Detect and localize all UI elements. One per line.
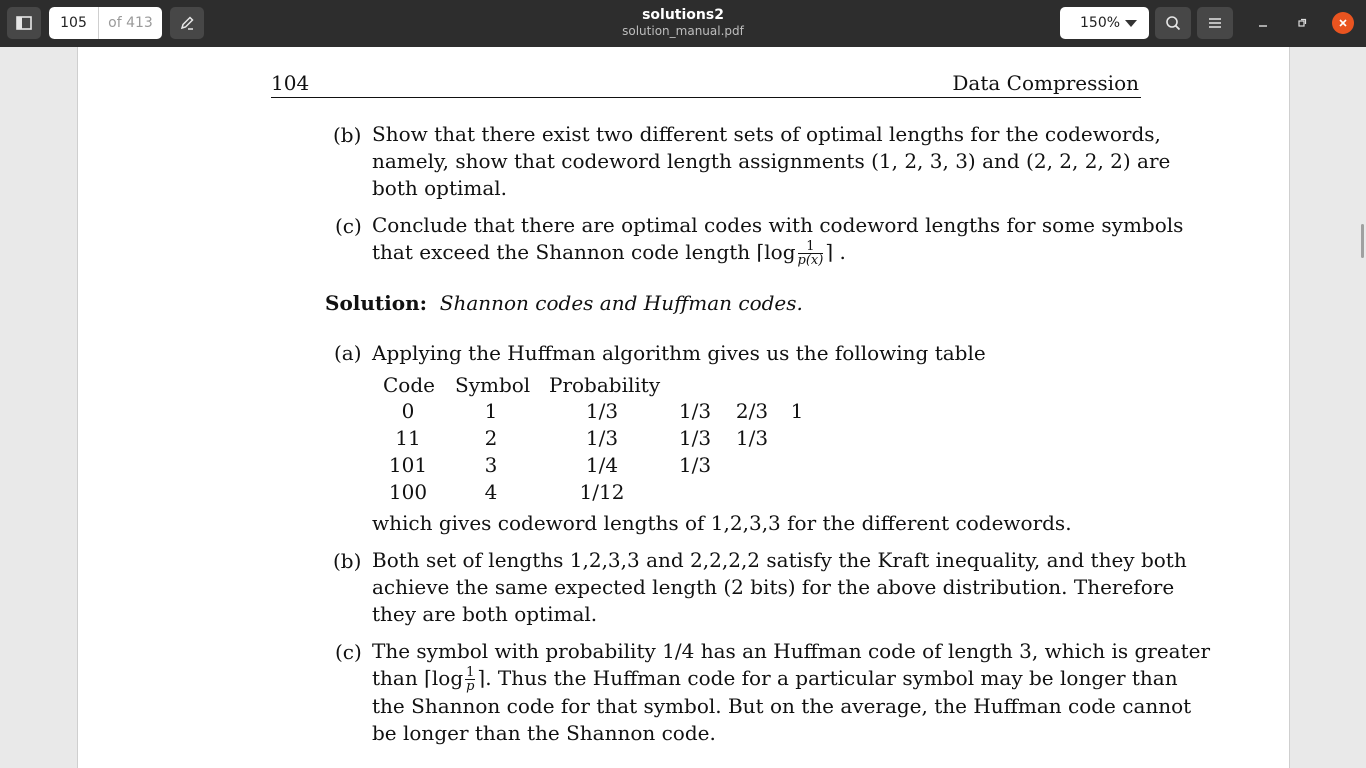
text-fragment: ⌉ . xyxy=(825,240,846,264)
text-line: they are both optimal. xyxy=(372,602,598,626)
problem-c-label: (c) xyxy=(335,214,362,238)
zoom-select[interactable] xyxy=(1060,7,1149,39)
header-rule xyxy=(271,97,1141,98)
table-header: Code xyxy=(383,373,435,397)
problem-c-text xyxy=(372,212,1184,268)
text-line: Conclude that there are optimal codes with codeword lengths for some symbols xyxy=(372,213,1184,237)
solution-c-text xyxy=(372,638,1211,747)
table-cell: 100 xyxy=(388,480,428,504)
table-header: Symbol xyxy=(455,373,531,397)
document-title: solutions2 xyxy=(642,7,724,23)
zoom-value: 150% xyxy=(1080,15,1121,31)
problem-b-label: (b) xyxy=(333,123,362,147)
text-line: achieve the same expected length (2 bits) for the above distribution. Therefore xyxy=(372,575,1175,599)
annotate-button[interactable] xyxy=(170,7,204,39)
close-button[interactable] xyxy=(1332,12,1354,34)
table-cell: 11 xyxy=(395,426,421,450)
minimize-button[interactable] xyxy=(1252,12,1274,34)
table-cell: 101 xyxy=(388,453,428,477)
text-fragment: ⌉. Thus the Huffman code for a particular symbol may be longer than xyxy=(477,666,1178,690)
solution-a-outro: which gives codeword lengths of 1,2,3,3 for the different codewords. xyxy=(372,511,1072,535)
table-cell: 3 xyxy=(484,453,498,477)
solution-c-label: (c) xyxy=(335,640,362,664)
chevron-down-icon xyxy=(1125,20,1137,27)
text-line xyxy=(372,665,1178,694)
problem-b-text xyxy=(372,121,1171,202)
text-fragment: that exceed the Shannon code length ⌈log xyxy=(372,240,796,264)
maximize-icon xyxy=(1297,18,1307,28)
text-line: namely, show that codeword length assignments (1, 2, 3, 3) and (2, 2, 2, 2) are xyxy=(372,149,1171,173)
running-chapter-title: Data Compression xyxy=(952,71,1139,95)
hamburger-menu-icon xyxy=(1208,17,1222,29)
search-icon xyxy=(1165,15,1181,31)
window-title xyxy=(533,7,833,39)
table-cell: 1 xyxy=(790,399,804,423)
search-button[interactable] xyxy=(1155,7,1191,39)
close-icon xyxy=(1338,18,1348,28)
pdf-page xyxy=(77,47,1290,768)
text-line: the Shannon code for that symbol. But on the average, the Huffman code cannot xyxy=(372,694,1192,718)
table-cell: 1/3 xyxy=(735,426,769,450)
text-fragment: than ⌈log xyxy=(372,666,464,690)
header-bar xyxy=(0,0,1366,47)
solution-a-intro: Applying the Huffman algorithm gives us the following table xyxy=(372,341,986,365)
text-line: Both set of lengths 1,2,3,3 and 2,2,2,2 satisfy the Kraft inequality, and they both xyxy=(372,548,1187,572)
table-cell: 2/3 xyxy=(735,399,769,423)
solution-b-label: (b) xyxy=(333,549,362,573)
text-line: both optimal. xyxy=(372,176,508,200)
table-cell: 1/3 xyxy=(585,399,619,423)
text-line xyxy=(372,239,1141,267)
table-cell: 2 xyxy=(484,426,498,450)
fraction xyxy=(465,666,475,693)
solution-a-label: (a) xyxy=(334,341,362,365)
table-cell: 1 xyxy=(484,399,498,423)
text-line: Show that there exist two different sets of optimal lengths for the codewords, xyxy=(372,122,1161,146)
table-header: Probability xyxy=(549,373,661,397)
sidebar-toggle-button[interactable] xyxy=(7,7,41,39)
table-cell: 1/3 xyxy=(678,453,712,477)
fraction-denominator: p xyxy=(466,679,475,694)
page-total-label: of 413 xyxy=(98,7,162,39)
document-filename: solution_manual.pdf xyxy=(622,24,744,38)
table-cell: 1/3 xyxy=(585,426,619,450)
page-number-input[interactable] xyxy=(49,7,98,39)
fraction-numerator: 1 xyxy=(798,240,824,254)
table-cell: 1/3 xyxy=(678,426,712,450)
table-cell: 1/3 xyxy=(678,399,712,423)
document-viewport[interactable] xyxy=(0,47,1366,768)
solution-b-text xyxy=(372,547,1187,628)
sidebar-toggle-icon xyxy=(16,16,32,30)
table-cell: 1/12 xyxy=(579,480,625,504)
table-cell: 4 xyxy=(484,480,498,504)
text-line: be longer than the Shannon code. xyxy=(372,721,716,745)
main-menu-button[interactable] xyxy=(1197,7,1233,39)
fraction-numerator: 1 xyxy=(466,665,475,680)
solution-heading xyxy=(325,291,803,315)
text-line: The symbol with probability 1/4 has an Huffman code of length 3, which is greater xyxy=(372,639,1211,663)
running-page-number: 104 xyxy=(271,71,310,95)
solution-subtitle: Shannon codes and Huffman codes. xyxy=(439,291,803,315)
solution-label: Solution: xyxy=(325,291,428,315)
maximize-button[interactable] xyxy=(1291,12,1313,34)
vertical-scrollbar[interactable] xyxy=(1361,224,1364,258)
fraction xyxy=(798,240,824,267)
pencil-icon xyxy=(179,15,195,31)
minimize-icon xyxy=(1258,18,1268,28)
page-navigator xyxy=(49,7,162,39)
table-cell: 0 xyxy=(401,399,415,423)
table-cell: 1/4 xyxy=(585,453,619,477)
fraction-denominator: p(x) xyxy=(797,253,824,268)
